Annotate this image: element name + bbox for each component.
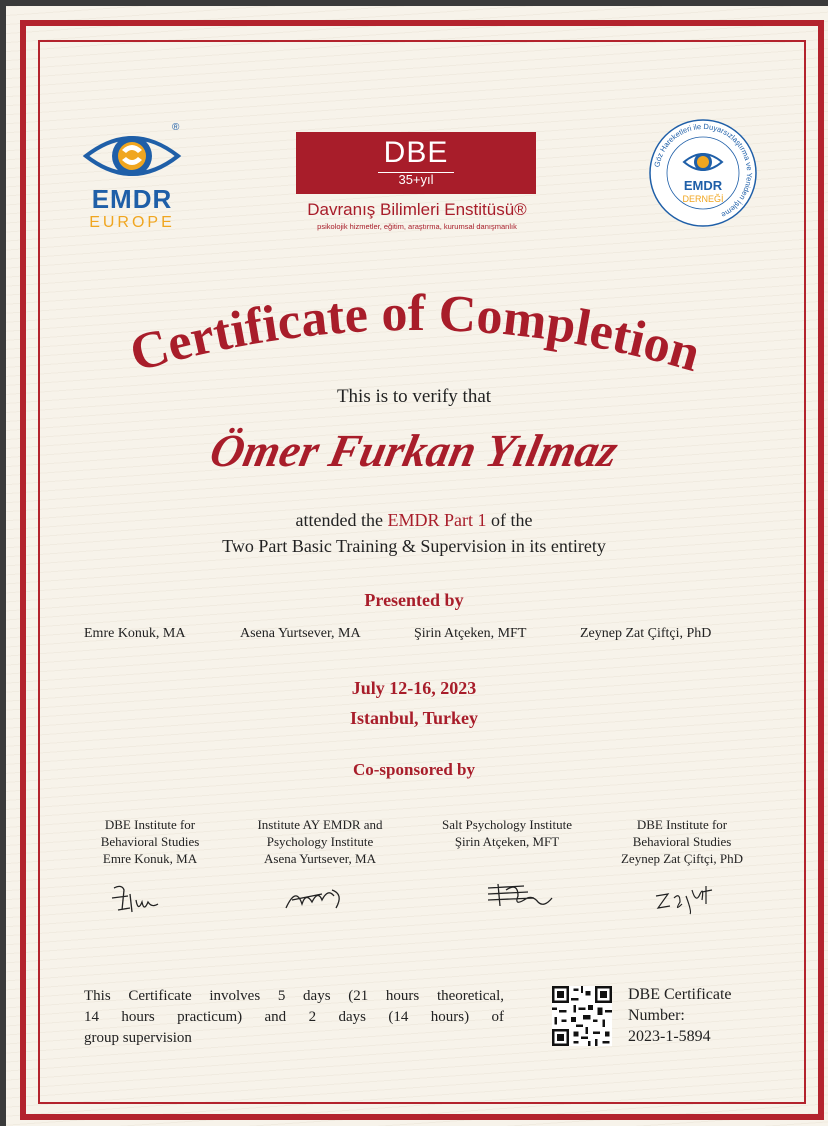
registered-mark: ®	[172, 122, 180, 133]
sponsor-line: DBE Institute for	[104, 817, 196, 832]
scope-line: group supervision	[84, 1030, 192, 1046]
certificate-title	[60, 290, 770, 400]
course-name: EMDR Part 1	[387, 510, 487, 530]
ring-text: Göz Hareketleri ile Duyarsızlaştırma ve Yeniden İşleme	[652, 121, 755, 220]
dbe-tagline: psikolojik hizmetler, eğitim, araştırma, kurumsal danışmanlık	[317, 222, 517, 231]
presented-by-heading: Presented by	[364, 590, 464, 610]
verify-text: This is to verify that	[336, 386, 492, 407]
sponsor-block	[80, 816, 220, 867]
presenter-name: Asena Yurtsever, MA	[240, 626, 361, 641]
qr-code[interactable]	[552, 986, 612, 1046]
emdr-europe-word: EMDR	[91, 184, 173, 214]
recipient-name: Ömer Furkan Yılmaz	[205, 425, 623, 476]
emdr-europe-logo	[72, 122, 192, 236]
dernegi-emdr-word: EMDR	[683, 178, 723, 193]
dernegi-word: DERNEĞİ	[682, 194, 724, 204]
attended-line-2: Two Part Basic Training & Supervision in its entirety	[222, 536, 606, 556]
certificate-number-block	[628, 984, 768, 1047]
presenter-name: Emre Konuk, MA	[84, 626, 186, 641]
scope-line: This Certificate involves 5 days (21 hours theoretical,	[84, 988, 504, 1004]
sponsor-line: Behavioral Studies	[100, 834, 200, 849]
sponsor-line: Psychology Institute	[266, 834, 374, 849]
attended-pre: attended the	[295, 510, 388, 530]
signature-emre-konuk	[108, 878, 168, 918]
training-date: July 12-16, 2023	[351, 678, 477, 698]
attended-line-1	[0, 510, 828, 531]
europe-word: EUROPE	[89, 214, 175, 231]
emdr-dernegi-logo	[648, 118, 758, 228]
presenter-name: Zeynep Zat Çiftçi, PhD	[580, 626, 712, 641]
sponsor-block	[602, 816, 762, 867]
cert-number-label: Number:	[628, 1007, 685, 1024]
sponsor-line: DBE Institute for	[636, 817, 728, 832]
signature-zeynep-zat-ciftci	[652, 878, 718, 918]
dbe-logo-year: 35+yıl	[398, 172, 434, 187]
sponsor-line: Institute AY EMDR and	[257, 817, 383, 832]
scope-line: 14 hours practicum) and 2 days (14 hours) of	[84, 1009, 504, 1025]
sponsor-line: Şirin Atçeken, MFT	[454, 834, 560, 849]
presenter-name: Şirin Atçeken, MFT	[414, 626, 527, 641]
svg-text:Certificate of Completion	[124, 290, 707, 383]
sponsor-line: Emre Konuk, MA	[102, 851, 198, 866]
dbe-logo-box	[296, 132, 536, 194]
sponsor-line: Salt Psychology Institute	[442, 817, 572, 832]
signature-asena-yurtsever	[282, 878, 352, 918]
sponsor-line: Zeynep Zat Çiftçi, PhD	[620, 851, 744, 866]
training-location: Istanbul, Turkey	[349, 708, 479, 728]
co-sponsored-heading: Co-sponsored by	[352, 760, 476, 779]
title-text: Certificate of Completion	[123, 290, 707, 384]
sponsor-line: Asena Yurtsever, MA	[264, 851, 376, 866]
certificate-scope-text	[84, 986, 504, 1049]
dbe-institute-name: Davranış Bilimleri Enstitüsü®	[307, 200, 527, 219]
sponsor-line: Behavioral Studies	[632, 834, 732, 849]
sponsor-block	[238, 816, 402, 867]
signature-sirin-atceken	[484, 876, 558, 916]
emdr-dernegi-emblem	[648, 118, 758, 228]
attended-post: of the	[486, 510, 533, 530]
cert-number-label: DBE Certificate	[628, 986, 732, 1003]
cert-number-value: 2023-1-5894	[628, 1028, 711, 1045]
eye-icon	[82, 126, 182, 186]
sponsor-block	[424, 816, 590, 850]
dbe-logo-title: DBE	[383, 136, 449, 169]
